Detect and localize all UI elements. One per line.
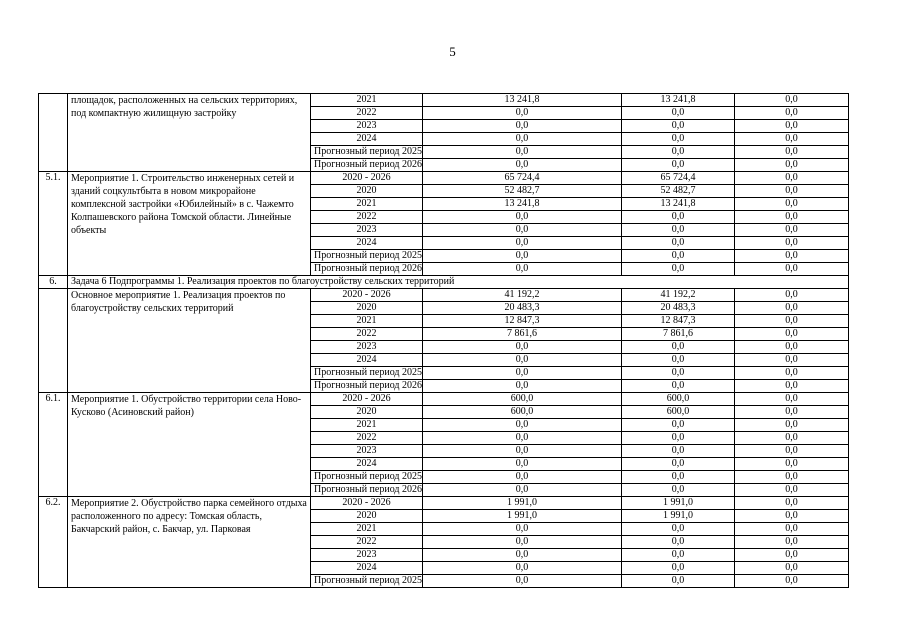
regional-budget-cell: 0,0 bbox=[622, 445, 735, 458]
other-sources-cell: 0,0 bbox=[735, 250, 849, 263]
regional-budget-cell: 0,0 bbox=[622, 146, 735, 159]
total-cell: 20 483,3 bbox=[423, 302, 622, 315]
period-cell: 2023 bbox=[311, 445, 423, 458]
total-cell: 0,0 bbox=[423, 432, 622, 445]
period-cell: 2022 bbox=[311, 328, 423, 341]
other-sources-cell: 0,0 bbox=[735, 354, 849, 367]
task-row bbox=[39, 276, 849, 289]
regional-budget-cell: 0,0 bbox=[622, 211, 735, 224]
period-cell: 2020 - 2026 bbox=[311, 172, 423, 185]
regional-budget-cell: 13 241,8 bbox=[622, 94, 735, 107]
total-cell: 0,0 bbox=[423, 146, 622, 159]
item-name: площадок, расположенных на сельских территориях, под компактную жилищную застройку bbox=[68, 94, 311, 172]
regional-budget-cell: 0,0 bbox=[622, 107, 735, 120]
period-cell: 2024 bbox=[311, 562, 423, 575]
total-cell: 0,0 bbox=[423, 120, 622, 133]
regional-budget-cell: 0,0 bbox=[622, 120, 735, 133]
regional-budget-cell: 52 482,7 bbox=[622, 185, 735, 198]
regional-budget-cell: 12 847,3 bbox=[622, 315, 735, 328]
other-sources-cell: 0,0 bbox=[735, 458, 849, 471]
item-name: Мероприятие 1. Обустройство территории села Ново-Кусково (Асиновский район) bbox=[68, 393, 311, 497]
regional-budget-cell: 0,0 bbox=[622, 133, 735, 146]
other-sources-cell: 0,0 bbox=[735, 341, 849, 354]
period-cell: 2023 bbox=[311, 120, 423, 133]
table-row bbox=[39, 393, 849, 406]
item-number: 5.1. bbox=[39, 172, 68, 276]
period-cell: Прогнозный период 2026 bbox=[311, 159, 423, 172]
period-cell: 2023 bbox=[311, 549, 423, 562]
period-cell: 2020 bbox=[311, 185, 423, 198]
table-row bbox=[39, 497, 849, 510]
period-cell: Прогнозный период 2025 bbox=[311, 146, 423, 159]
regional-budget-cell: 0,0 bbox=[622, 367, 735, 380]
regional-budget-cell: 0,0 bbox=[622, 237, 735, 250]
period-cell: 2021 bbox=[311, 315, 423, 328]
table-row bbox=[39, 172, 849, 185]
other-sources-cell: 0,0 bbox=[735, 406, 849, 419]
period-cell: 2024 bbox=[311, 458, 423, 471]
regional-budget-cell: 0,0 bbox=[622, 159, 735, 172]
other-sources-cell: 0,0 bbox=[735, 159, 849, 172]
period-cell: 2020 - 2026 bbox=[311, 497, 423, 510]
period-cell: 2024 bbox=[311, 237, 423, 250]
period-cell: 2024 bbox=[311, 354, 423, 367]
total-cell: 0,0 bbox=[423, 484, 622, 497]
other-sources-cell: 0,0 bbox=[735, 445, 849, 458]
period-cell: Прогнозный период 2025 bbox=[311, 367, 423, 380]
total-cell: 0,0 bbox=[423, 562, 622, 575]
total-cell: 0,0 bbox=[423, 263, 622, 276]
other-sources-cell: 0,0 bbox=[735, 419, 849, 432]
regional-budget-cell: 600,0 bbox=[622, 406, 735, 419]
period-cell: Прогнозный период 2026 bbox=[311, 380, 423, 393]
regional-budget-cell: 0,0 bbox=[622, 380, 735, 393]
regional-budget-cell: 7 861,6 bbox=[622, 328, 735, 341]
other-sources-cell: 0,0 bbox=[735, 393, 849, 406]
total-cell: 41 192,2 bbox=[423, 289, 622, 302]
regional-budget-cell: 0,0 bbox=[622, 224, 735, 237]
other-sources-cell: 0,0 bbox=[735, 536, 849, 549]
other-sources-cell: 0,0 bbox=[735, 120, 849, 133]
item-name: Мероприятие 1. Строительство инженерных сетей и зданий соцкультбыта в новом микрорайоне комплексной застройки «Юбилейный» в с. Чажемто Колпашевского района Томской области. Линейные объекты bbox=[68, 172, 311, 276]
total-cell: 0,0 bbox=[423, 107, 622, 120]
period-cell: 2024 bbox=[311, 133, 423, 146]
regional-budget-cell: 0,0 bbox=[622, 549, 735, 562]
period-cell: Прогнозный период 2025 bbox=[311, 250, 423, 263]
other-sources-cell: 0,0 bbox=[735, 198, 849, 211]
period-cell: 2021 bbox=[311, 94, 423, 107]
total-cell: 0,0 bbox=[423, 471, 622, 484]
other-sources-cell: 0,0 bbox=[735, 497, 849, 510]
total-cell: 0,0 bbox=[423, 575, 622, 588]
period-cell: 2020 bbox=[311, 510, 423, 523]
regional-budget-cell: 0,0 bbox=[622, 458, 735, 471]
total-cell: 1 991,0 bbox=[423, 510, 622, 523]
period-cell: 2022 bbox=[311, 211, 423, 224]
other-sources-cell: 0,0 bbox=[735, 484, 849, 497]
total-cell: 13 241,8 bbox=[423, 198, 622, 211]
other-sources-cell: 0,0 bbox=[735, 523, 849, 536]
regional-budget-cell: 0,0 bbox=[622, 419, 735, 432]
period-cell: 2021 bbox=[311, 198, 423, 211]
other-sources-cell: 0,0 bbox=[735, 289, 849, 302]
total-cell: 0,0 bbox=[423, 354, 622, 367]
regional-budget-cell: 20 483,3 bbox=[622, 302, 735, 315]
item-number: 6.1. bbox=[39, 393, 68, 497]
task-number: 6. bbox=[39, 276, 68, 289]
other-sources-cell: 0,0 bbox=[735, 575, 849, 588]
other-sources-cell: 0,0 bbox=[735, 367, 849, 380]
other-sources-cell: 0,0 bbox=[735, 146, 849, 159]
other-sources-cell: 0,0 bbox=[735, 107, 849, 120]
total-cell: 0,0 bbox=[423, 250, 622, 263]
regional-budget-cell: 13 241,8 bbox=[622, 198, 735, 211]
total-cell: 0,0 bbox=[423, 523, 622, 536]
other-sources-cell: 0,0 bbox=[735, 263, 849, 276]
total-cell: 0,0 bbox=[423, 419, 622, 432]
item-name: Мероприятие 2. Обустройство парка семейного отдыха расположенного по адресу: Томская область, Бакчарский район, с. Бакчар, ул. Парковая bbox=[68, 497, 311, 588]
period-cell: Прогнозный период 2026 bbox=[311, 484, 423, 497]
other-sources-cell: 0,0 bbox=[735, 172, 849, 185]
regional-budget-cell: 41 192,2 bbox=[622, 289, 735, 302]
other-sources-cell: 0,0 bbox=[735, 380, 849, 393]
other-sources-cell: 0,0 bbox=[735, 302, 849, 315]
period-cell: 2021 bbox=[311, 419, 423, 432]
period-cell: 2020 bbox=[311, 406, 423, 419]
item-number bbox=[39, 94, 68, 172]
total-cell: 1 991,0 bbox=[423, 497, 622, 510]
period-cell: 2022 bbox=[311, 107, 423, 120]
other-sources-cell: 0,0 bbox=[735, 562, 849, 575]
table-row bbox=[39, 94, 849, 107]
period-cell: 2021 bbox=[311, 523, 423, 536]
total-cell: 65 724,4 bbox=[423, 172, 622, 185]
item-name: Основное мероприятие 1. Реализация проектов по благоустройству сельских территорий bbox=[68, 289, 311, 393]
total-cell: 13 241,8 bbox=[423, 94, 622, 107]
regional-budget-cell: 1 991,0 bbox=[622, 510, 735, 523]
table-row bbox=[39, 289, 849, 302]
period-cell: 2022 bbox=[311, 432, 423, 445]
regional-budget-cell: 0,0 bbox=[622, 536, 735, 549]
total-cell: 0,0 bbox=[423, 367, 622, 380]
total-cell: 600,0 bbox=[423, 406, 622, 419]
total-cell: 52 482,7 bbox=[423, 185, 622, 198]
other-sources-cell: 0,0 bbox=[735, 185, 849, 198]
total-cell: 0,0 bbox=[423, 237, 622, 250]
task-title: Задача 6 Подпрограммы 1. Реализация проектов по благоустройству сельских территорий bbox=[68, 276, 849, 289]
period-cell: Прогнозный период 2026 bbox=[311, 263, 423, 276]
total-cell: 0,0 bbox=[423, 445, 622, 458]
total-cell: 12 847,3 bbox=[423, 315, 622, 328]
regional-budget-cell: 0,0 bbox=[622, 575, 735, 588]
other-sources-cell: 0,0 bbox=[735, 471, 849, 484]
period-cell: 2020 - 2026 bbox=[311, 289, 423, 302]
page-number: 5 bbox=[449, 44, 456, 59]
total-cell: 600,0 bbox=[423, 393, 622, 406]
total-cell: 0,0 bbox=[423, 380, 622, 393]
regional-budget-cell: 600,0 bbox=[622, 393, 735, 406]
regional-budget-cell: 0,0 bbox=[622, 523, 735, 536]
regional-budget-cell: 0,0 bbox=[622, 562, 735, 575]
period-cell: 2020 bbox=[311, 302, 423, 315]
regional-budget-cell: 0,0 bbox=[622, 484, 735, 497]
total-cell: 0,0 bbox=[423, 458, 622, 471]
period-cell: 2023 bbox=[311, 341, 423, 354]
other-sources-cell: 0,0 bbox=[735, 510, 849, 523]
regional-budget-cell: 0,0 bbox=[622, 471, 735, 484]
period-cell: 2023 bbox=[311, 224, 423, 237]
period-cell: 2022 bbox=[311, 536, 423, 549]
regional-budget-cell: 0,0 bbox=[622, 263, 735, 276]
total-cell: 0,0 bbox=[423, 159, 622, 172]
item-number: 6.2. bbox=[39, 497, 68, 588]
other-sources-cell: 0,0 bbox=[735, 237, 849, 250]
other-sources-cell: 0,0 bbox=[735, 432, 849, 445]
item-number bbox=[39, 289, 68, 393]
period-cell: 2020 - 2026 bbox=[311, 393, 423, 406]
regional-budget-cell: 0,0 bbox=[622, 341, 735, 354]
other-sources-cell: 0,0 bbox=[735, 211, 849, 224]
total-cell: 0,0 bbox=[423, 341, 622, 354]
other-sources-cell: 0,0 bbox=[735, 315, 849, 328]
total-cell: 0,0 bbox=[423, 549, 622, 562]
total-cell: 0,0 bbox=[423, 536, 622, 549]
period-cell: Прогнозный период 2025 bbox=[311, 471, 423, 484]
regional-budget-cell: 0,0 bbox=[622, 432, 735, 445]
total-cell: 0,0 bbox=[423, 133, 622, 146]
total-cell: 0,0 bbox=[423, 211, 622, 224]
regional-budget-cell: 1 991,0 bbox=[622, 497, 735, 510]
other-sources-cell: 0,0 bbox=[735, 94, 849, 107]
other-sources-cell: 0,0 bbox=[735, 328, 849, 341]
total-cell: 0,0 bbox=[423, 224, 622, 237]
period-cell: Прогнозный период 2025 bbox=[311, 575, 423, 588]
regional-budget-cell: 0,0 bbox=[622, 354, 735, 367]
other-sources-cell: 0,0 bbox=[735, 224, 849, 237]
other-sources-cell: 0,0 bbox=[735, 133, 849, 146]
other-sources-cell: 0,0 bbox=[735, 549, 849, 562]
regional-budget-cell: 65 724,4 bbox=[622, 172, 735, 185]
regional-budget-cell: 0,0 bbox=[622, 250, 735, 263]
total-cell: 7 861,6 bbox=[423, 328, 622, 341]
budget-table bbox=[38, 93, 849, 588]
